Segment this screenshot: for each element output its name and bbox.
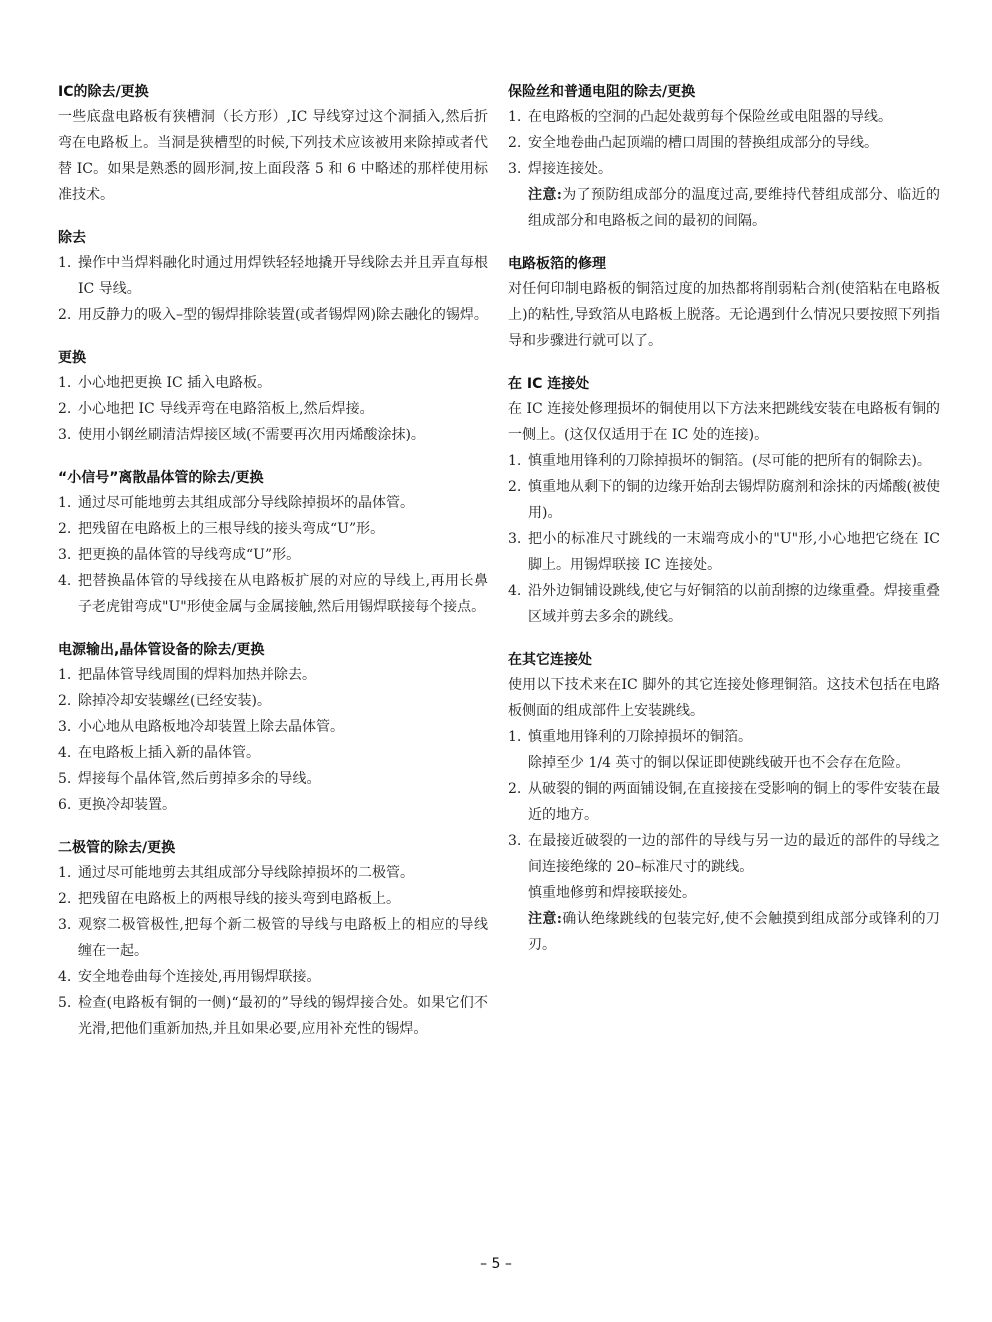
- item-number: 1.: [58, 495, 72, 511]
- item-text: 用反静力的吸入–型的锡焊排除装置(或者锡焊网)除去融化的锡焊。: [78, 307, 488, 323]
- item-text: 慎重地从剩下的铜的边缘开始刮去锡焊防腐剂和涂抹的丙烯酸(被使用)。: [528, 479, 940, 521]
- item-text: 在电路板上插入新的晶体管。: [78, 745, 260, 761]
- item-number: 2.: [508, 781, 522, 797]
- list-item: [508, 724, 940, 776]
- list-item: [58, 912, 488, 964]
- section-heading: 电路板箔的修理: [508, 256, 606, 272]
- item-text: 安全地卷曲凸起顶端的槽口周围的替换组成部分的导线。: [528, 135, 878, 151]
- section-heading: IC的除去/更换: [58, 84, 149, 100]
- list-item: [58, 662, 488, 688]
- list-item: [58, 714, 488, 740]
- item-text: 除掉冷却安装螺丝(已经安装)。: [78, 693, 271, 709]
- list-item: [58, 766, 488, 792]
- section-diode: [58, 838, 488, 1042]
- section-ic-removal: [58, 82, 488, 208]
- item-text: 检查(电路板有铜的一侧)“最初的”导线的锡焊接合处。如果它们不光滑,把他们重新加热,并且如果必要,应用补充性的锡焊。: [78, 995, 488, 1037]
- section-heading: 更换: [58, 350, 86, 366]
- item-text: 把替换晶体管的导线接在从电路板扩展的对应的导线上,再用长鼻子老虎钳弯成"U"形使金属与金属接触,然后用锡焊联接每个接点。: [78, 573, 488, 615]
- list-item: [508, 828, 940, 958]
- item-text: 通过尽可能地剪去其组成部分导线除掉损坏的晶体管。: [78, 495, 414, 511]
- item-number: 1.: [58, 255, 72, 271]
- list-item: [58, 990, 488, 1042]
- section-small-signal-transistor: [58, 468, 488, 620]
- list-item: [58, 516, 488, 542]
- list-item: [58, 860, 488, 886]
- section-heading: “小信号”离散晶体管的除去/更换: [58, 470, 264, 486]
- item-number: 3.: [58, 719, 72, 735]
- list-item: [58, 886, 488, 912]
- item-text: 更换冷却装置。: [78, 797, 176, 813]
- list-item: [58, 250, 488, 302]
- section-paragraph: 在 IC 连接处修理损坏的铜使用以下方法来把跳线安装在电路板有铜的一侧上。(这仅仅适用于在 IC 处的连接)。: [508, 401, 940, 443]
- section-heading: 电源输出,晶体管设备的除去/更换: [58, 642, 265, 658]
- section-fuse-resistor: [508, 82, 940, 234]
- section-paragraph: 使用以下技术来在IC 脚外的其它连接处修理铜箔。这技术包括在电路板侧面的组成部件上安装跳线。: [508, 677, 940, 719]
- list-item: [508, 776, 940, 828]
- list-item: [58, 302, 488, 328]
- list-item: [508, 526, 940, 578]
- item-text: 小心地把 IC 导线弄弯在电路箔板上,然后焊接。: [78, 401, 374, 417]
- note-label: 注意:: [528, 187, 562, 203]
- item-number: 2.: [508, 479, 522, 495]
- item-number: 4.: [58, 745, 72, 761]
- item-number: 2.: [58, 401, 72, 417]
- item-number: 3.: [58, 427, 72, 443]
- item-text: 慎重地用锋利的刀除掉损坏的铜箔。: [528, 729, 752, 745]
- item-subtext: 慎重地修剪和焊接联接处。: [528, 885, 696, 901]
- item-text: 把残留在电路板上的两根导线的接头弯到电路板上。: [78, 891, 400, 907]
- section-paragraph: 对任何印制电路板的铜箔过度的加热都将削弱粘合剂(使箔粘在电路板上)的粘性,导致箔从电路板上脱落。无论遇到什么情况只要按照下列指导和步骤进行就可以了。: [508, 281, 940, 349]
- list-item: [58, 422, 488, 448]
- section-removal: [58, 228, 488, 328]
- note: [528, 906, 940, 958]
- item-text: 在最接近破裂的一边的部件的导线与另一边的最近的部件的导线之间连接绝缘的 20–标准尺寸的跳线。: [528, 833, 940, 875]
- section-other-connections: [508, 650, 940, 958]
- section-heading: 除去: [58, 230, 86, 246]
- item-number: 4.: [508, 583, 522, 599]
- item-text: 在电路板的空洞的凸起处裁剪每个保险丝或电阻器的导线。: [528, 109, 892, 125]
- item-number: 3.: [508, 833, 522, 849]
- list-item: [58, 396, 488, 422]
- item-number: 2.: [508, 135, 522, 151]
- item-number: 3.: [508, 161, 522, 177]
- item-text: 使用小钢丝刷清洁焊接区域(不需要再次用丙烯酸涂抹)。: [78, 427, 425, 443]
- item-number: 2.: [58, 307, 72, 323]
- list-item: [58, 792, 488, 818]
- page-number: – 5 –: [480, 1256, 512, 1272]
- list-item: [508, 448, 940, 474]
- list-item: [58, 964, 488, 990]
- note-label: 注意:: [528, 911, 562, 927]
- item-number: 1.: [58, 375, 72, 391]
- section-replacement: [58, 348, 488, 448]
- item-text: 通过尽可能地剪去其组成部分导线除掉损坏的二极管。: [78, 865, 414, 881]
- item-number: 1.: [58, 865, 72, 881]
- item-number: 1.: [508, 729, 522, 745]
- item-number: 3.: [508, 531, 522, 547]
- item-text: 从破裂的铜的两面铺设铜,在直接接在受影响的铜上的零件安装在最近的地方。: [528, 781, 940, 823]
- note-text: 为了预防组成部分的温度过高,要维持代替组成部分、临近的组成部分和电路板之间的最初的间隔。: [528, 187, 940, 229]
- item-text: 焊接连接处。: [528, 161, 612, 177]
- right-column: [508, 82, 940, 978]
- item-number: 4.: [58, 573, 72, 589]
- item-text: 把晶体管导线周围的焊料加热并除去。: [78, 667, 316, 683]
- section-foil-repair: [508, 254, 940, 354]
- item-text: 把更换的晶体管的导线弯成“U”形。: [78, 547, 301, 563]
- item-text: 小心地把更换 IC 插入电路板。: [78, 375, 272, 391]
- section-heading: 保险丝和普通电阻的除去/更换: [508, 84, 696, 100]
- item-text: 慎重地用锋利的刀除掉损坏的铜箔。(尽可能的把所有的铜除去)。: [528, 453, 931, 469]
- item-text: 焊接每个晶体管,然后剪掉多余的导线。: [78, 771, 321, 787]
- item-text: 把残留在电路板上的三根导线的接头弯成“U”形。: [78, 521, 385, 537]
- list-item: [58, 740, 488, 766]
- item-number: 1.: [58, 667, 72, 683]
- list-item: [58, 370, 488, 396]
- list-item: [508, 156, 940, 234]
- item-number: 5.: [58, 771, 72, 787]
- list-item: [58, 688, 488, 714]
- section-heading: 在 IC 连接处: [508, 376, 590, 392]
- section-power-transistor: [58, 640, 488, 818]
- section-heading: 在其它连接处: [508, 652, 592, 668]
- left-column: [58, 82, 488, 1062]
- section-at-ic-connection: [508, 374, 940, 630]
- item-text: 操作中当焊料融化时通过用焊铁轻轻地撬开导线除去并且弄直每根 IC 导线。: [78, 255, 488, 297]
- item-number: 3.: [58, 917, 72, 933]
- item-number: 1.: [508, 109, 522, 125]
- section-heading: 二极管的除去/更换: [58, 840, 176, 856]
- item-number: 5.: [58, 995, 72, 1011]
- list-item: [508, 474, 940, 526]
- item-text: 安全地卷曲每个连接处,再用锡焊联接。: [78, 969, 321, 985]
- list-item: [508, 578, 940, 630]
- item-text: 沿外边铜铺设跳线,使它与好铜箔的以前刮擦的边缘重叠。焊接重叠区域并剪去多余的跳线。: [528, 583, 940, 625]
- item-number: 3.: [58, 547, 72, 563]
- item-number: 2.: [58, 693, 72, 709]
- item-number: 2.: [58, 521, 72, 537]
- item-subtext: 除掉至少 1/4 英寸的铜以保证即使跳线破开也不会存在危险。: [528, 755, 910, 771]
- item-text: 小心地从电路板地冷却装置上除去晶体管。: [78, 719, 344, 735]
- item-text: 把小的标准尺寸跳线的一末端弯成小的"U"形,小心地把它绕在 IC 脚上。用锡焊联接 IC 连接处。: [528, 531, 940, 573]
- item-number: 6.: [58, 797, 72, 813]
- item-number: 2.: [58, 891, 72, 907]
- section-paragraph: 一些底盘电路板有狭槽洞（长方形）,IC 导线穿过这个洞插入,然后折弯在电路板上。当洞是狭槽型的时候,下列技术应该被用来除掉或者代替 IC。如果是熟悉的圆形洞,按上面段落 5 和 6 中略述的那样使用标准技术。: [58, 109, 488, 203]
- item-number: 4.: [58, 969, 72, 985]
- list-item: [58, 542, 488, 568]
- item-number: 1.: [508, 453, 522, 469]
- list-item: [58, 568, 488, 620]
- note: [528, 182, 940, 234]
- item-text: 观察二极管极性,把每个新二极管的导线与电路板上的相应的导线缠在一起。: [78, 917, 488, 959]
- list-item: [508, 130, 940, 156]
- list-item: [58, 490, 488, 516]
- list-item: [508, 104, 940, 130]
- note-text: 确认绝缘跳线的包装完好,使不会触摸到组成部分或锋利的刀刃。: [528, 911, 940, 953]
